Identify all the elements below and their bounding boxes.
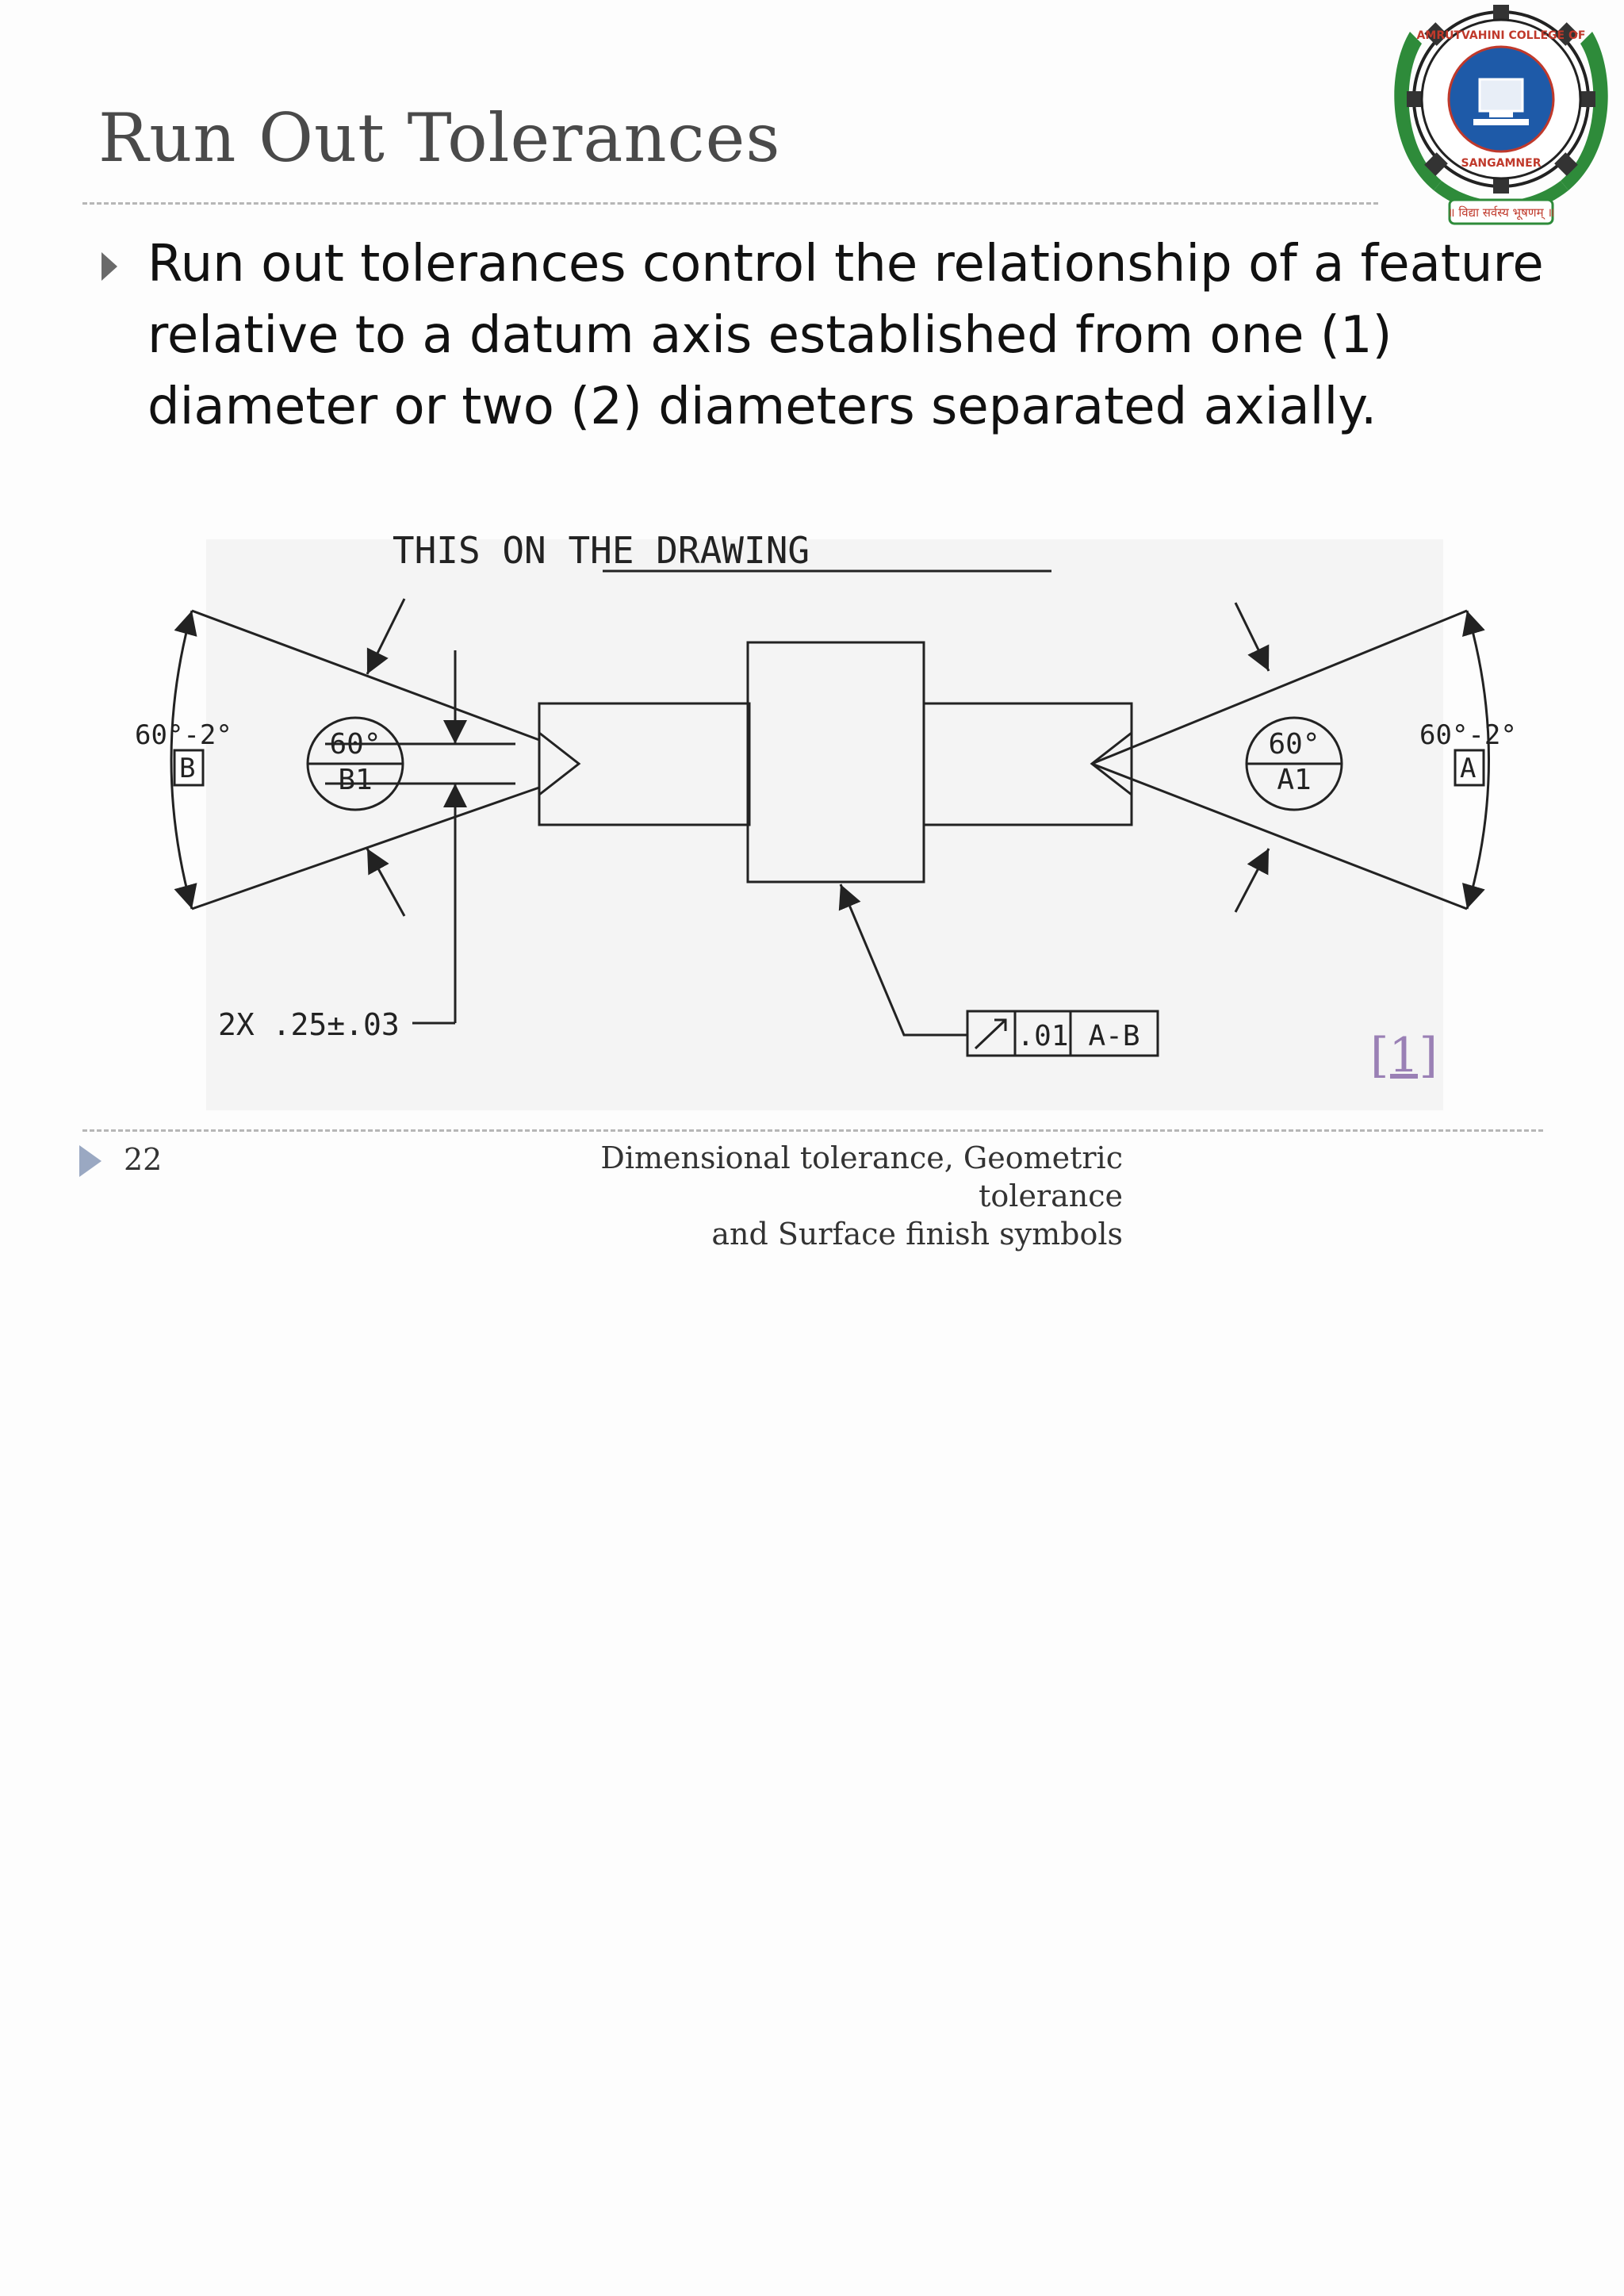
dimension-label: 2X .25±.03 [218,1007,400,1042]
bullet-text: Run out tolerances control the relationship of a feature relative to a datum axis established from one (1) diameter or two (2) diameters separated axially. [147,235,1544,436]
left-target-id: B1 [338,764,373,796]
citation-link[interactable]: [1] [1370,1028,1438,1083]
svg-text:॥ विद्या सर्वस्य भूषणम् ॥: ॥ विद्या सर्वस्य भूषणम् ॥ [1447,205,1555,220]
right-target-id: A1 [1277,764,1312,796]
left-angle-label: 60°-2° [135,719,232,751]
runout-drawing [127,516,1538,1118]
footer-line-2: and Surface finish symbols [711,1217,1123,1251]
right-datum-label: A [1460,753,1477,784]
footer-line-1: Dimensional tolerance, Geometric tolerance [600,1140,1123,1213]
title-divider [82,202,1378,205]
footer-divider [82,1129,1543,1132]
page-number: 22 [124,1142,163,1177]
drawing-heading: THIS ON THE DRAWING [392,529,810,572]
fcf-datums: A-B [1088,1020,1140,1052]
bullet-arrow-icon [102,252,117,281]
left-target-angle: 60° [329,728,381,761]
right-angle-label: 60°-2° [1419,719,1517,751]
fcf-value: .01 [1017,1020,1069,1052]
slide-title: Run Out Tolerances [98,99,781,177]
svg-text:SANGAMNER: SANGAMNER [1461,157,1542,170]
college-logo [1378,0,1624,238]
footer-arrow-icon [79,1145,102,1177]
svg-text:AMRUTVAHINI COLLEGE OF: AMRUTVAHINI COLLEGE OF [1416,29,1586,42]
right-target-angle: 60° [1268,728,1320,761]
left-datum-label: B [179,753,196,784]
footer-caption [508,1139,1123,1253]
